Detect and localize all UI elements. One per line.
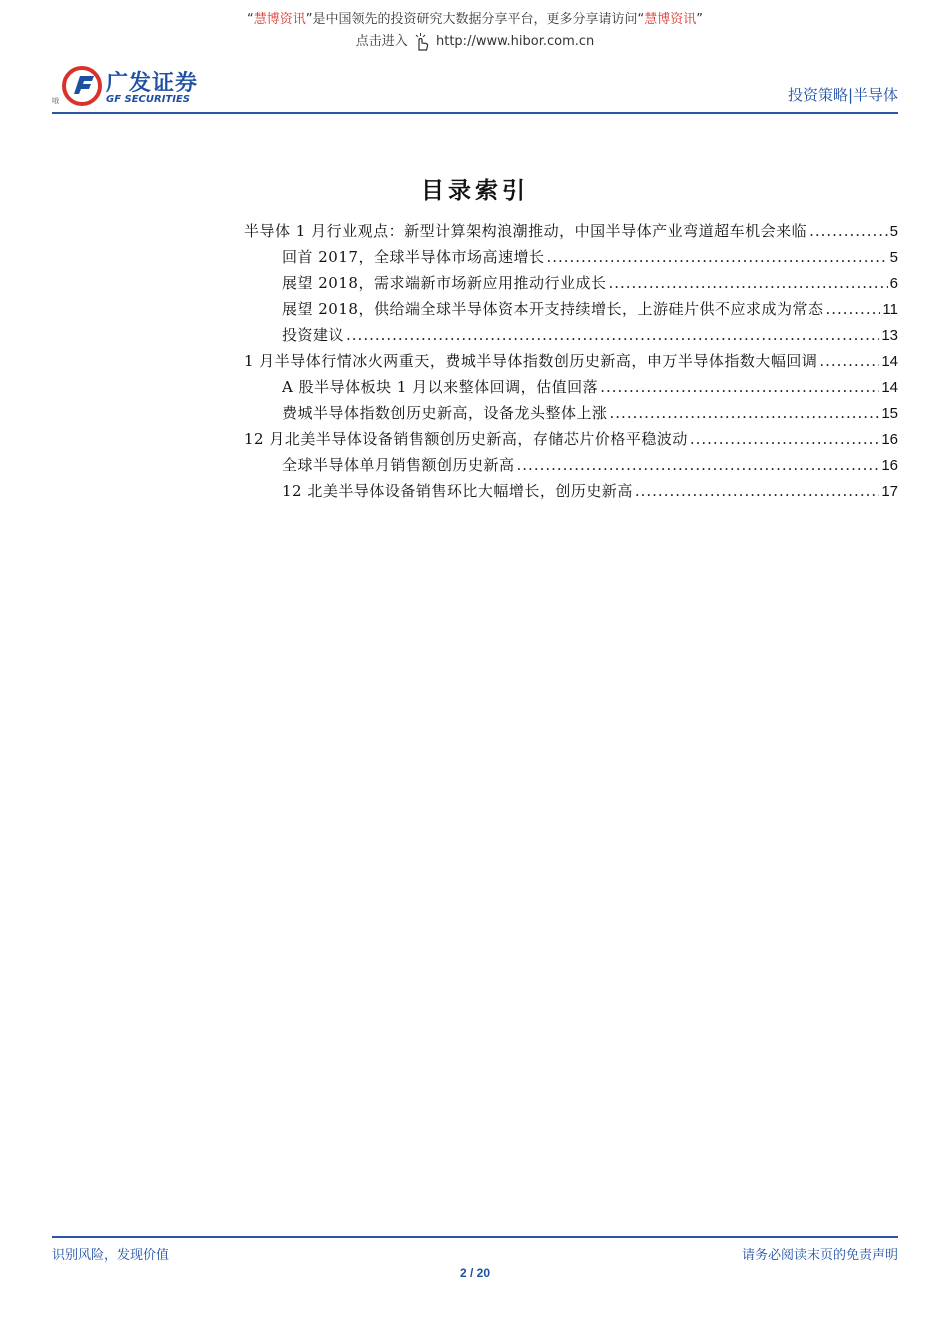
toc-entry[interactable]	[244, 452, 898, 478]
promo-link-row	[0, 30, 950, 52]
promo-banner	[0, 8, 950, 27]
toc-entry[interactable]	[244, 322, 898, 348]
footer-slogan: 识别风险，发现价值	[52, 1248, 170, 1263]
toc-entry[interactable]	[244, 244, 898, 270]
toc-leader-dots	[346, 322, 879, 348]
header-divider	[52, 112, 898, 114]
toc-entry-title: 回首 2017，全球半导体市场高速增长	[282, 248, 545, 266]
toc-leader-dots	[608, 270, 887, 296]
toc-entry-title: 12 月北美半导体设备销售额创历史新高，存储芯片价格平稳波动	[244, 430, 688, 448]
tiny-mark: 哦	[52, 97, 59, 105]
quote-close: ”	[305, 12, 313, 27]
toc-entry-title: 展望 2018，需求端新市场新应用推动行业成长	[282, 274, 607, 292]
toc-entry-title: A 股半导体板块 1 月以来整体回调，估值回落	[282, 378, 599, 396]
toc-entry-page: 14	[881, 379, 898, 396]
toc-entry-title: 费城半导体指数创历史新高，设备龙头整体上涨	[282, 404, 608, 422]
toc-entry-title: 1 月半导体行情冰火两重天，费城半导体指数创历史新高，申万半导体指数大幅回调	[244, 352, 818, 370]
quote-open-2: “	[637, 12, 645, 27]
page-number: 2 / 20	[459, 1266, 491, 1280]
toc-entry-page: 5	[889, 249, 898, 266]
toc-entry[interactable]	[244, 400, 898, 426]
hibor-url-link[interactable]: http://www.hibor.com.cn	[436, 34, 595, 49]
quote-open: “	[246, 12, 254, 27]
toc-entry[interactable]	[244, 348, 898, 374]
toc-entry-page: 16	[881, 457, 898, 474]
gf-securities-logo	[60, 64, 220, 108]
toc-entry-title: 投资建议	[282, 326, 345, 344]
toc-entry-title: 12 北美半导体设备销售环比大幅增长，创历史新高	[282, 482, 633, 500]
toc-title: 目录索引	[421, 177, 529, 204]
pointer-hand-icon	[412, 32, 432, 52]
toc-leader-dots	[600, 374, 879, 400]
toc-entry-page: 6	[889, 275, 898, 292]
toc-leader-dots	[517, 452, 880, 478]
brand-link[interactable]: 慧博资讯	[253, 12, 306, 27]
footer-divider	[52, 1236, 898, 1238]
report-section-label: 投资策略|半导体	[787, 86, 898, 104]
toc-entry[interactable]	[244, 270, 898, 296]
toc-entry-title: 全球半导体单月销售额创历史新高	[282, 456, 515, 474]
logo-english-name: GF SECURITIES	[106, 94, 191, 105]
footer-disclaimer[interactable]: 请务必阅读末页的免责声明	[741, 1248, 898, 1263]
toc-entry[interactable]	[244, 296, 898, 322]
toc-leader-dots	[635, 478, 879, 504]
toc-entry-page: 14	[881, 353, 898, 370]
toc-leader-dots	[825, 296, 880, 322]
toc-entry[interactable]	[244, 374, 898, 400]
toc-leader-dots	[610, 400, 880, 426]
toc-entry-title: 半导体 1 月行业观点：新型计算架构浪潮推动，中国半导体产业弯道超车机会来临	[244, 222, 808, 240]
toc-entry[interactable]	[244, 478, 898, 504]
gf-logo-icon	[60, 64, 104, 108]
toc-entry-page: 5	[889, 223, 898, 240]
toc-entry-page: 15	[881, 405, 898, 422]
toc-entry-title: 展望 2018，供给端全球半导体资本开支持续增长，上游硅片供不应求成为常态	[282, 300, 824, 318]
toc-leader-dots	[690, 426, 879, 452]
click-text: 点击进入	[355, 34, 408, 49]
toc-entry[interactable]	[244, 218, 898, 244]
toc-entry-page: 16	[881, 431, 898, 448]
quote-close-2: ”	[696, 12, 704, 27]
report-header	[52, 62, 898, 112]
toc-entry-page: 11	[882, 301, 898, 318]
toc-entry-page: 17	[881, 483, 898, 500]
toc-leader-dots	[546, 244, 887, 270]
logo-chinese-name: 广发证券	[106, 71, 199, 96]
toc-entry-page: 13	[881, 327, 898, 344]
table-of-contents	[244, 218, 898, 504]
banner-text: 是中国领先的投资研究大数据分享平台，更多分享请访问	[312, 12, 638, 27]
toc-entry[interactable]	[244, 426, 898, 452]
toc-leader-dots	[809, 218, 888, 244]
toc-leader-dots	[819, 348, 879, 374]
brand-link-2[interactable]: 慧博资讯	[644, 12, 697, 27]
